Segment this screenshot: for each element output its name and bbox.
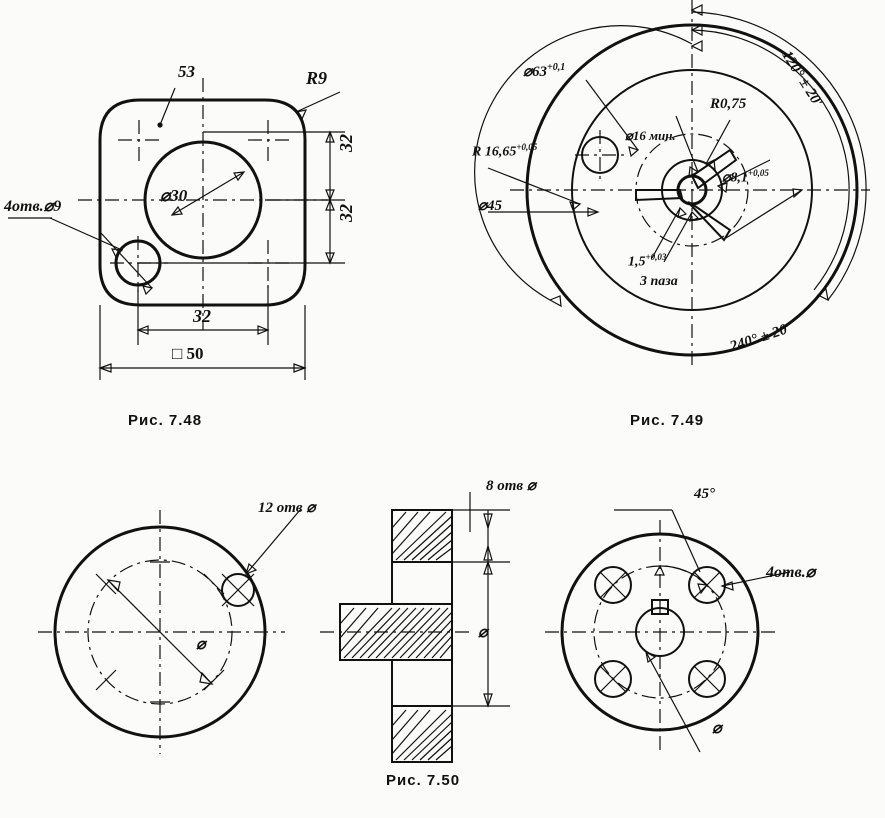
label-32-horizontal: 32 [193, 306, 211, 326]
label-240-deg: 240° ± 20′ [728, 320, 794, 356]
figure-7-48-graphics [0, 0, 420, 400]
label-45-deg: 45° [694, 486, 715, 502]
label-r9: R9 [306, 68, 328, 88]
label-4otv-d9: 4отв.⌀9 [4, 198, 62, 215]
label-120-deg: 120° ± 20′ [778, 48, 826, 111]
label-d45: ⌀45 [478, 198, 503, 214]
label-53: 53 [178, 62, 195, 81]
caption-fig-7-49: Рис. 7.49 [630, 412, 705, 429]
label-r075: R0,75 [710, 96, 747, 112]
label-3-paza: 3 паза [640, 274, 678, 289]
label-15: $1,5^{+0,03}$ [628, 252, 667, 270]
label-diam-mid: ⌀ [478, 624, 488, 641]
label-diam-left: ⌀ [196, 636, 206, 653]
label-square-50: □ 50 [172, 344, 204, 363]
label-d30: ⌀30 [160, 186, 188, 205]
figure-7-50-graphics [0, 462, 885, 802]
caption-fig-7-48: Рис. 7.48 [128, 412, 203, 429]
label-d81: $⌀8,1^{+0,05}$ [722, 168, 769, 186]
label-32-vertical-upper: 32 [336, 134, 356, 152]
label-8-otv: 8 отв ⌀ [486, 478, 536, 494]
label-r1665: R $16,65^{+0,05}$ [472, 142, 538, 160]
label-32-vertical-lower: 32 [336, 204, 356, 222]
label-12-otv: 12 отв ⌀ [258, 500, 316, 516]
label-d16-min: ⌀16 мин. [625, 128, 676, 143]
label-d63: $⌀63^{+0,1}$ [523, 62, 566, 80]
label-diam-right: ⌀ [712, 720, 722, 737]
caption-fig-7-50: Рис. 7.50 [386, 772, 461, 789]
label-4-otv: 4отв.⌀ [766, 564, 816, 581]
